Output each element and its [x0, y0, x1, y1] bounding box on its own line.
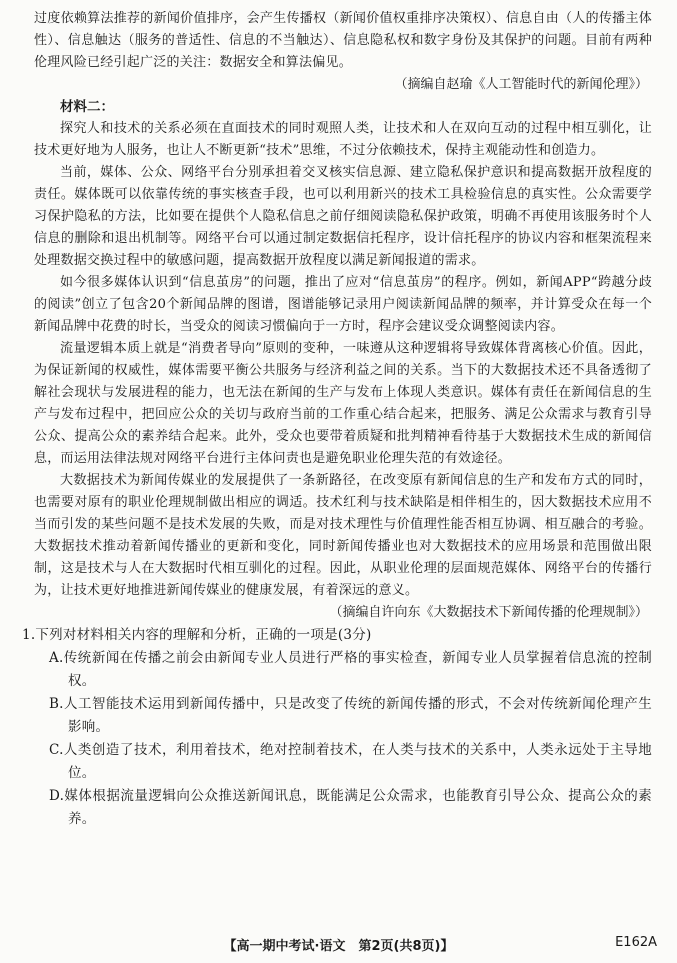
- material1-paragraph-tail: 过度依赖算法推荐的新闻价值排序，会产生传播权（新闻价值权重排序决策权）、信息自由（人的传播主体性）、信息触达（服务的普适性、信息的不当触达）、信息隐私权和数字身份及其保护的问题。目前有两种伦理风险已经引起广泛的关注：数据安全和算法偏见。: [34, 11, 652, 70]
- material2-source: （摘编自许向东《大数据技术下新闻传播的伦理规制》）: [329, 605, 648, 620]
- page-content: [22, 8, 652, 831]
- question1-stem: 1.下列对材料相关内容的理解和分析，正确的一项是(3分): [22, 627, 372, 643]
- material2-heading: 材料二：: [60, 99, 114, 115]
- material1-source: （摘编自赵瑜《人工智能时代的新闻伦理》）: [394, 77, 648, 92]
- material2-paragraph: 当前，媒体、公众、网络平台分别承担着交叉核实信息源、建立隐私保护意识和提高数据开放程度的责任。媒体既可以依靠传统的事实核查手段，也可以利用新兴的技术工具检验信息的真实性。公众需要学习保护隐私的方法，比如要在提供个人隐私信息之前仔细阅读隐私保护政策，明确不再使用该服务时个人信息的删除和退出机制等。网络平台可以通过制定数据信托程序，设计信托程序的协议内容和框架流程来处理数据交换过程中的敏感问题，提高数据开放程度以满足新闻报道的需求。: [34, 165, 652, 268]
- material2-paragraph: 如今很多媒体认识到“信息茧房”的问题，推出了应对“信息茧房”的程序。例如，新闻APP“跨越分歧的阅读”创立了包含20个新闻品牌的图谱，图谱能够记录用户阅读新闻品牌的频率，并计算受众在每一个新闻品牌中花费的时长，当受众的阅读习惯偏向于一方时，程序会建议受众调整阅读内容。: [34, 275, 652, 334]
- footer-title: 【高一期中考试·语文 第2页(共8页)】: [223, 939, 454, 954]
- material2-paragraph: 探究人和技术的关系必须在直面技术的同时观照人类，让技术和人在双向互动的过程中相互驯化，让技术更好地为人服务，也让人不断更新“技术”思维，不过分依赖技术，保持主观能动性和创造力。: [34, 121, 652, 158]
- footer-code: E162A: [615, 935, 657, 950]
- material2-paragraph: 大数据技术为新闻传媒业的发展提供了一条新路径，在改变原有新闻信息的生产和发布方式的同时，也需要对原有的职业伦理规制做出相应的调适。技术红利与技术缺陷是相伴相生的，因大数据技术应用不当而引发的某些问题不是技术发展的失败，而是对技术理性与价值理性能否相互协调、相互融合的考验。大数据技术推动着新闻传播业的更新和变化，同时新闻传播业也对大数据技术的应用场景和范围做出限制，这是技术与人在大数据时代相互驯化的过程。因此，从职业伦理的层面规范媒体、网络平台的传播行为，让技术更好地推进新闻传媒业的健康发展，有着深远的意义。: [34, 473, 652, 598]
- question1-option-a: A.传统新闻在传播之前会由新闻专业人员进行严格的事实检查，新闻专业人员掌握着信息流的控制权。: [49, 650, 652, 689]
- question1-option-c: C.人类创造了技术，利用着技术，绝对控制着技术，在人类与技术的关系中，人类永远处于主导地位。: [49, 742, 652, 781]
- page-footer: [0, 935, 677, 957]
- question1-option-b: B.人工智能技术运用到新闻传播中，只是改变了传统的新闻传播的形式，不会对传统新闻伦理产生影响。: [49, 696, 652, 735]
- material2-paragraph: 流量逻辑本质上就是“消费者导向”原则的变种，一味遵从这种逻辑将导致媒体背离核心价值。因此，为保证新闻的权威性，媒体需要平衡公共服务与经济利益之间的关系。当下的大数据技术还不具备透彻了解社会现状与发展进程的能力，也无法在新闻的生产与发布上体现人类意识。媒体有责任在新闻信息的生产与发布过程中，把回应公众的关切与政府当前的工作重心结合起来，把服务、满足公众需求与教育引导公众、提高公众的素养结合起来。此外，受众也要带着质疑和批判精神看待基于大数据技术生成的新闻信息，而运用法律法规对网络平台进行主体问责也是避免职业伦理失范的有效途径。: [34, 341, 652, 466]
- question1-option-d: D.媒体根据流量逻辑向公众推送新闻讯息，既能满足公众需求，也能教育引导公众、提高公众的素养。: [49, 788, 652, 827]
